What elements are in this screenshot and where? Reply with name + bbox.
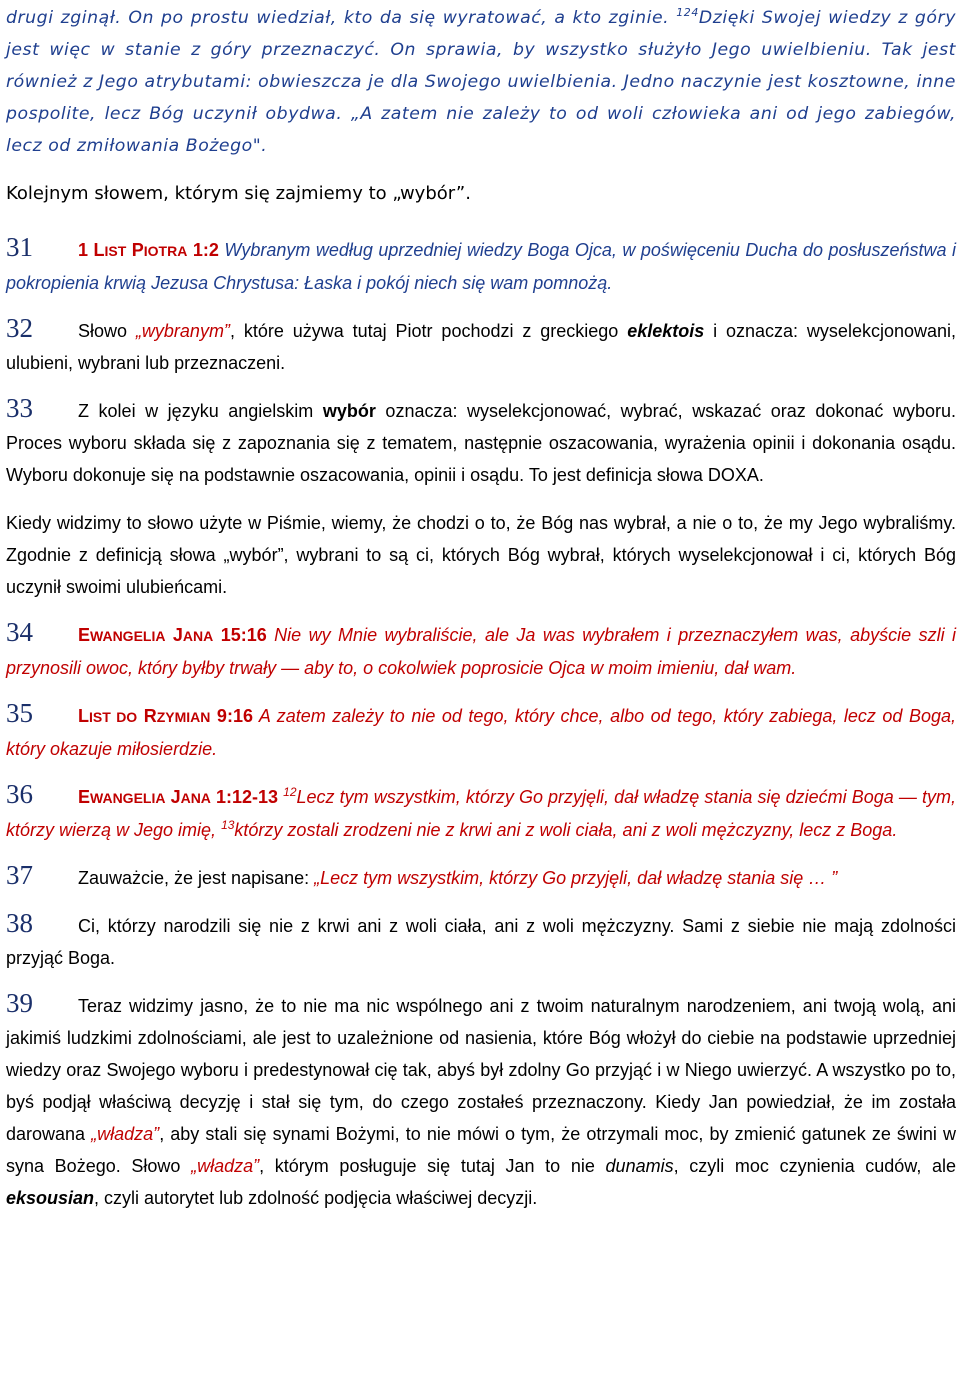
verse-38: 38 Ci, którzy narodzili się nie z krwi ani z woli ciała, ani z woli mężczyzny. Sami z siebie nie mają zdolności przyjąć Boga. xyxy=(6,908,956,968)
greek-term: eksousian xyxy=(6,1188,95,1208)
verse-35 xyxy=(6,700,956,765)
scripture-reference: EWANGELIA JANA 1:12-13 xyxy=(78,787,279,807)
verse-number: 34 xyxy=(6,617,33,647)
keyword: wybór xyxy=(322,401,376,421)
verse-39: 39 Teraz widzimy jasno, że to nie ma nic wspólnego ani z twoim naturalnym narodzeniem, ani twoją wolą, ani jakimiś ludzkimi zdolnościami, ale jest to uzależnione od nasienia, które Bóg włożył do ciebie na podstawie uprzedniej wiedzy oraz Swojego wyboru i predestynował cię tak, abyś był zdolny Go przyjąć i w Niego uwierzyć. A wszystko po to, byś podjął właściwą decyzję i stał się tym, do czego zostałeś przeznaczony. Kiedy Jan powiedział, że im została darowana „władza”, aby stali się synami Bożymi, to nie mówi o tym, że otrzymali moc, by zmienić gatunek ze świni w syna Bożego. Słowo „władza”, którym posługuje się tutaj Jan to nie dunamis, czyli moc czynienia cudów, ale eksousian, czyli autorytet lub zdolność podjęcia właściwej decyzji. xyxy=(6,988,957,1208)
verse-32: 32 Słowo „wybranym”, które używa tutaj Piotr pochodzi z greckiego eklektois i oznacza: wyselekcjonowani, ulubieni, wybrani lub przeznaczeni. xyxy=(6,313,956,373)
scripture-reference: 1 LIST PIOTRA 1:2 xyxy=(78,240,219,260)
verse-superscript: 12 xyxy=(283,785,297,799)
paragraph-after-33: Kiedy widzimy to słowo użyte w Piśmie, wiemy, że chodzi o to, że Bóg nas wybrał, a nie o to, że my Jego wybraliśmy. Zgodnie z definicją słowa „wybór”, wybrani to są ci, których Bóg wybrał, których wyselekcjonował i ci, których Bóg uczynił swoimi ulubieńcami. xyxy=(6,513,956,597)
greek-term: dunamis xyxy=(605,1156,674,1176)
highlighted-word: „władza” xyxy=(91,1124,160,1144)
verse-number: 36 xyxy=(6,779,33,809)
opening-text-2: Dzięki Swojej wiedzy z góry jest więc w stanie z góry przeznaczyć. On sprawia, by wszystko służyło Jego uwielbieniu. Tak jest również z Jego atrybutami: obwieszcza je dla Swojego uwielbienia. Jedno naczynie jest kosztowne, inne pospolite, lecz Bóg uczynił obydwa. „A zatem nie zależy to od woli człowieka ani od jego zabiegów, lecz od zmiłowania Bożego". xyxy=(6,8,956,156)
scripture-quote-2: którzy zostali zrodzeni nie z krwi ani z woli ciała, ani z woli mężczyzny, lecz z Boga. xyxy=(234,820,898,840)
highlighted-word: „wybranym” xyxy=(135,321,230,341)
document-page xyxy=(6,0,956,1214)
verse-number: 35 xyxy=(6,698,33,728)
scripture-quote: A zatem zależy to nie od tego, który chce, albo od tego, który zabiega, lecz od Boga, który okazuje miłosierdzie. xyxy=(6,706,957,759)
verse-34 xyxy=(6,619,956,684)
scripture-quote: Lecz tym wszystkim, którzy Go przyjęli, dał władzę stania się dziećmi Boga — tym, którzy wierzą w Jego imię, xyxy=(6,787,956,840)
scripture-reference: LIST DO RZYMIAN 9:16 xyxy=(78,706,253,726)
verse-37: 37 Zauważcie, że jest napisane: „Lecz tym wszystkim, którzy Go przyjęli, dał władzę stania się … ” xyxy=(6,860,838,890)
verse-number: 37 xyxy=(6,860,33,890)
highlighted-word: „władza” xyxy=(191,1156,260,1176)
scripture-quote: Nie wy Mnie wybraliście, ale Ja was wybrałem i przeznaczyłem was, abyście szli i przynosili owoc, który byłby trwały — aby to, o cokolwiek poprosicie Ojca w moim imieniu, dał wam. xyxy=(6,625,957,678)
scripture-quote: „Lecz tym wszystkim, którzy Go przyjęli, dał władzę stania się … ” xyxy=(314,868,838,888)
opening-paragraph xyxy=(6,0,956,162)
verse-33: 33 Z kolei w języku angielskim wybór oznacza: wyselekcjonować, wybrać, wskazać oraz dokonać wyboru. Proces wyboru składa się z zapoznania się z tematem, następnie oszacowania, wyrażenia opinii i dokonania osądu. Wyboru dokonuje się na podstawnie oszacowania, opinii i osądu. To jest definicja słowa DOXA. xyxy=(6,393,957,485)
greek-term: eklektois xyxy=(627,321,705,341)
verse-number: 38 xyxy=(6,908,33,938)
scripture-quote: Wybranym według uprzedniej wiedzy Boga Ojca, w poświęceniu Ducha do posłuszeństwa i pokropienia krwią Jezusa Chrystusa: Łaska i pokój niech się wam pomnożą. xyxy=(6,240,956,293)
scripture-reference: EWANGELIA JANA 15:16 xyxy=(78,625,267,645)
intro-line: Kolejnym słowem, którym się zajmiemy to „wybór”. xyxy=(6,183,471,204)
opening-text-1: drugi zginął. On po prostu wiedział, kto da się wyratować, a kto zginie. xyxy=(6,8,677,28)
verse-number: 33 xyxy=(6,393,33,423)
verse-36 xyxy=(6,781,956,846)
verse-superscript: 13 xyxy=(221,818,235,832)
footnote-marker: 124 xyxy=(676,6,699,20)
verse-31 xyxy=(6,234,956,299)
verse-number: 31 xyxy=(6,232,33,262)
verse-number: 32 xyxy=(6,313,33,343)
verse-number: 39 xyxy=(6,988,33,1018)
